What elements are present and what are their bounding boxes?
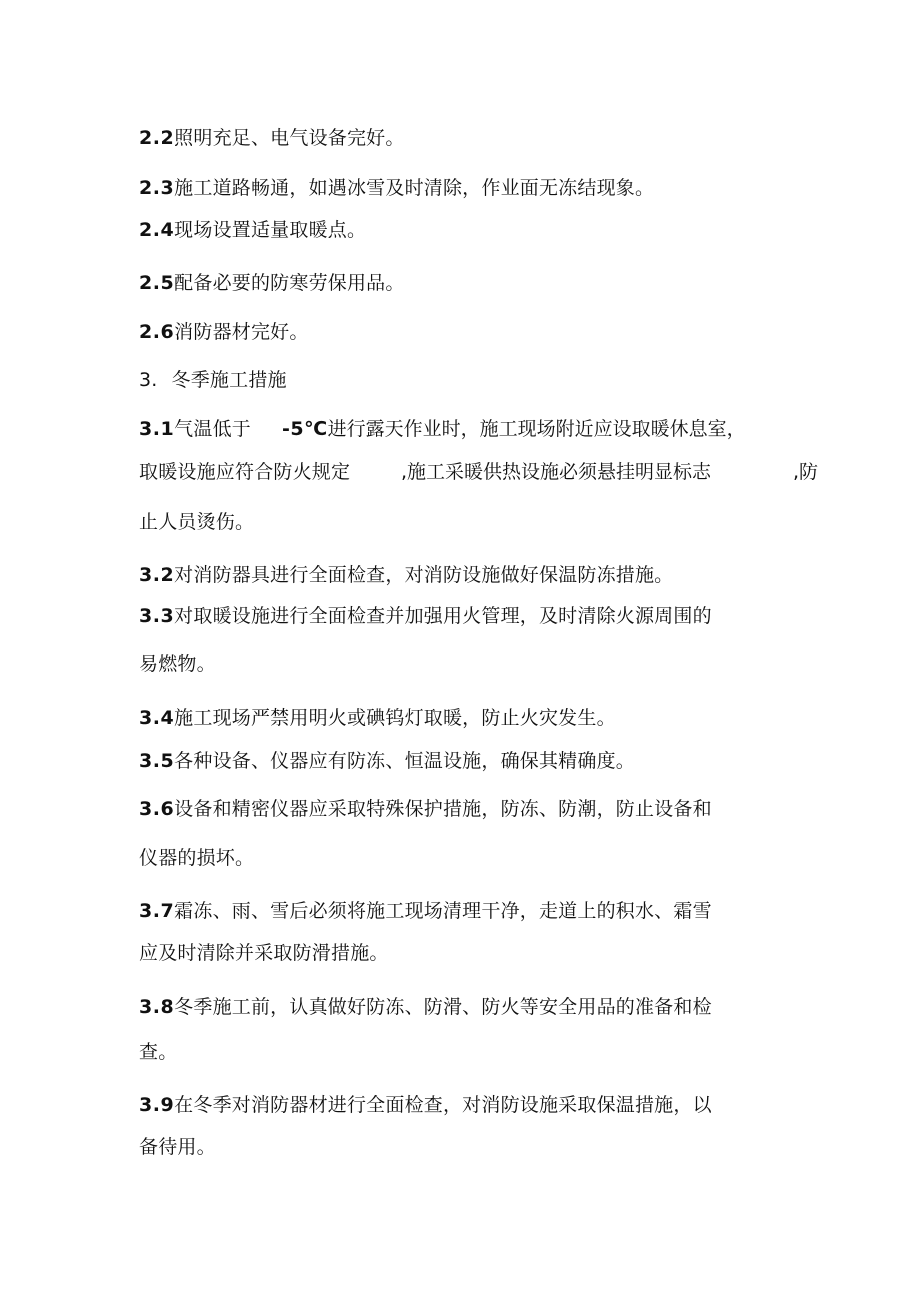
item-text: 配备必要的防寒劳保用品。: [174, 272, 405, 294]
paragraph-3-8-cont: [139, 1040, 177, 1064]
item-text: 对消防器具进行全面检查，对消防设施做好保温防冻措施。: [174, 564, 674, 586]
paragraph-3-3: [139, 604, 712, 628]
item-text: 各种设备、仪器应有防冻、恒温设施，确保其精确度。: [174, 750, 635, 772]
item-text: 消防器材完好。: [174, 321, 309, 343]
paragraph-2-5: [139, 271, 405, 295]
paragraph-3-9: [139, 1093, 712, 1117]
item-number: 2.2: [139, 127, 175, 149]
item-number: 3.8: [139, 996, 175, 1018]
paragraph-2-3: [139, 176, 654, 200]
section-number: 3.: [139, 369, 158, 391]
item-number: 2.4: [139, 219, 175, 241]
paragraph-3-9-cont: [139, 1135, 216, 1159]
item-text: 易燃物。: [139, 653, 216, 675]
item-number: 2.3: [139, 177, 175, 199]
item-text: 应及时清除并采取防滑措施。: [139, 942, 389, 964]
paragraph-3-5: [139, 749, 635, 773]
paragraph-3-6-cont: [139, 846, 254, 870]
paragraph-2-6: [139, 320, 309, 344]
paragraph-3-1-end: [139, 510, 254, 534]
paragraph-2-4: [139, 218, 366, 242]
paragraph-3-1-cont-frag: ,施工采暖供热设施必须悬挂明显标志: [401, 461, 712, 483]
paragraph-3-4: [139, 706, 616, 730]
item-number: 3.7: [139, 900, 175, 922]
item-text: 对取暖设施进行全面检查并加强用火管理，及时清除火源周围的: [174, 605, 712, 627]
item-text: 设备和精密仪器应采取特殊保护措施，防冻、防潮，防止设备和: [174, 798, 712, 820]
item-number: 3.9: [139, 1094, 175, 1116]
item-number: 2.5: [139, 272, 175, 294]
paragraph-3-8: [139, 995, 712, 1019]
item-text: 在冬季对消防器材进行全面检查，对消防设施采取保温措施，以: [174, 1094, 712, 1116]
temperature-value: -5℃进行露天作业时，施工现场附近应设取暖休息室，: [282, 418, 746, 440]
paragraph-3-3-cont: [139, 652, 216, 676]
section-title: 冬季施工措施: [171, 369, 287, 391]
section-heading-3: [139, 368, 287, 392]
item-text: 气温低于: [174, 418, 251, 440]
item-number: 3.1: [139, 418, 175, 440]
paragraph-2-2: [139, 126, 405, 150]
paragraph-3-1: [139, 417, 251, 441]
item-text: 现场设置适量取暖点。: [174, 219, 367, 241]
item-text: 止人员烫伤。: [139, 511, 255, 533]
paragraph-3-7-cont: [139, 941, 389, 965]
paragraph-3-2: [139, 563, 673, 587]
item-text: 仪器的损坏。: [139, 847, 255, 869]
item-text: 查。: [139, 1041, 178, 1063]
item-text: 冬季施工前，认真做好防冻、防滑、防火等安全用品的准备和检: [174, 996, 712, 1018]
item-number: 3.5: [139, 750, 175, 772]
item-number: 3.3: [139, 605, 175, 627]
item-text: 照明充足、电气设备完好。: [174, 127, 405, 149]
item-text: 霜冻、雨、雪后必须将施工现场清理干净，走道上的积水、霜雪: [174, 900, 712, 922]
item-text: 施工道路畅通，如遇冰雪及时清除，作业面无冻结现象。: [174, 177, 655, 199]
item-text: 取暖设施应符合防火规定: [139, 461, 351, 483]
item-number: 3.2: [139, 564, 175, 586]
paragraph-3-7: [139, 899, 712, 923]
paragraph-3-1-cont: [139, 460, 350, 484]
item-number: 3.6: [139, 798, 175, 820]
item-number: 3.4: [139, 707, 175, 729]
item-text: 备待用。: [139, 1136, 216, 1158]
item-number: 2.6: [139, 321, 175, 343]
paragraph-3-1-cont-end: ,防: [793, 461, 819, 483]
paragraph-3-6: [139, 797, 712, 821]
item-text: 施工现场严禁用明火或碘钨灯取暖，防止火灾发生。: [174, 707, 616, 729]
